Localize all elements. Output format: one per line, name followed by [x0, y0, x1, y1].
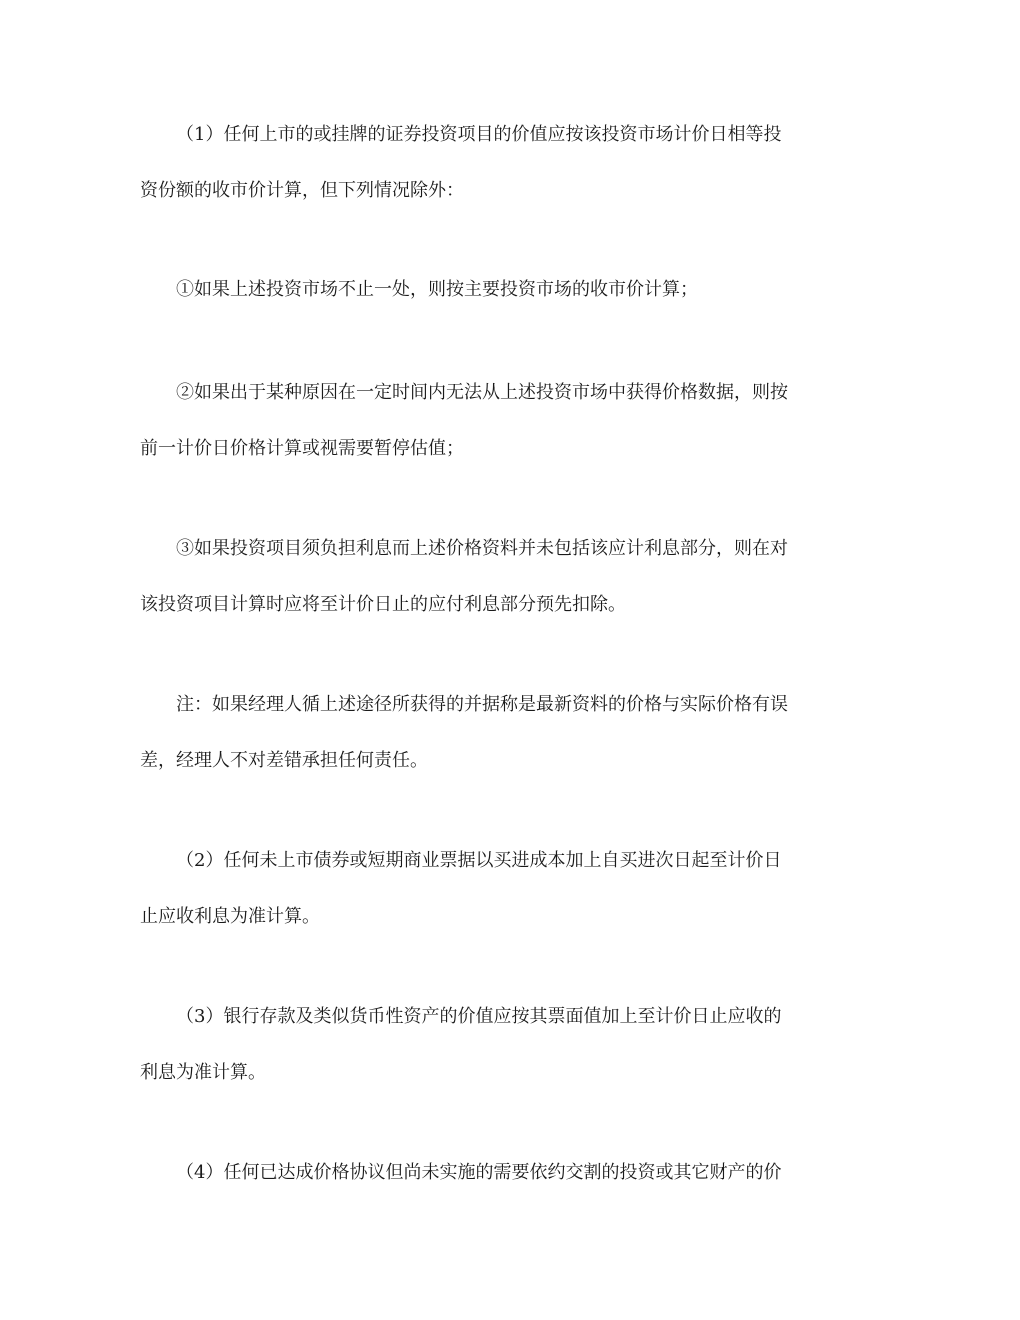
paragraph-line: 该投资项目计算时应将至计价日止的应付利息部分预先扣除。 [140, 594, 626, 615]
paragraph-5 [140, 833, 880, 945]
paragraph-line: 差，经理人不对差错承担任何责任。 [140, 750, 428, 771]
paragraph-line: 注：如果经理人循上述途径所获得的并据称是最新资料的价格与实际价格有误 [176, 694, 788, 715]
paragraph-line: 前一计价日价格计算或视需要暂停估值； [140, 438, 464, 459]
paragraph-7 [140, 1145, 880, 1201]
paragraph-2 [140, 262, 880, 318]
paragraph-line: （3）银行存款及类似货币性资产的价值应按其票面值加上至计价日止应收的 [176, 1006, 782, 1027]
paragraph-3 [140, 365, 880, 477]
paragraph-line: 资份额的收市价计算，但下列情况除外： [140, 180, 464, 201]
paragraph-line: ②如果出于某种原因在一定时间内无法从上述投资市场中获得价格数据，则按 [176, 382, 788, 403]
paragraph-line: ①如果上述投资市场不止一处，则按主要投资市场的收市价计算； [176, 279, 698, 300]
paragraph-1 [140, 107, 880, 219]
paragraph-4 [140, 521, 880, 633]
paragraph-line: （1）任何上市的或挂牌的证券投资项目的价值应按该投资市场计价日相等投 [176, 124, 782, 145]
paragraph-note [140, 677, 880, 789]
paragraph-line: （4）任何已达成价格协议但尚未实施的需要依约交割的投资或其它财产的价 [176, 1162, 782, 1183]
paragraph-line: 止应收利息为准计算。 [140, 906, 320, 927]
paragraph-6 [140, 989, 880, 1101]
paragraph-line: （2）任何未上市债券或短期商业票据以买进成本加上自买进次日起至计价日 [176, 850, 782, 871]
paragraph-line: 利息为准计算。 [140, 1062, 266, 1083]
paragraph-line: ③如果投资项目须负担利息而上述价格资料并未包括该应计利息部分，则在对 [176, 538, 788, 559]
